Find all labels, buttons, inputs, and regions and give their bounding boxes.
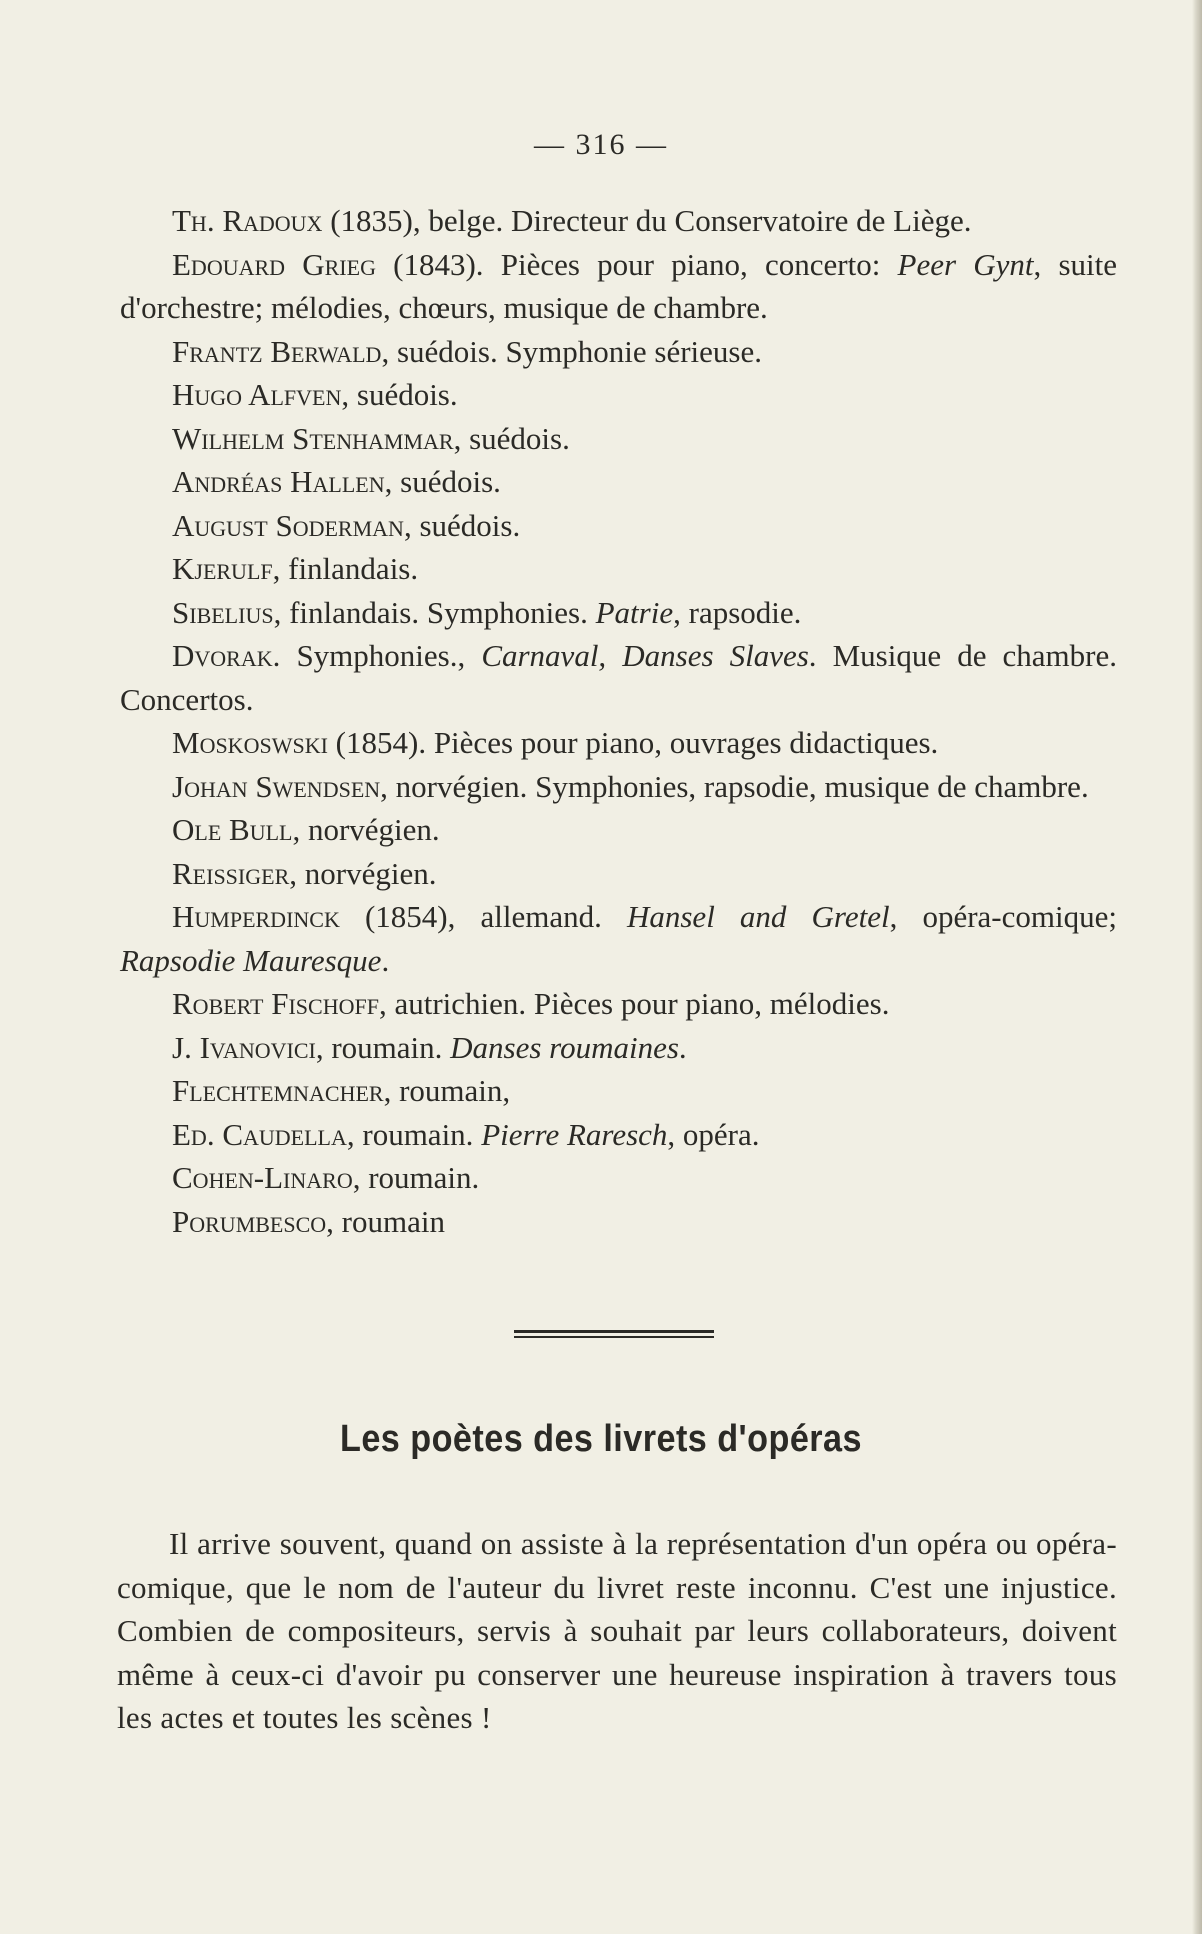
composer-entry [120, 243, 1117, 330]
entry-text: , suédois. [384, 464, 501, 499]
composer-entry [120, 1200, 1117, 1244]
composer-name: Ed. Caudella [172, 1116, 347, 1152]
composer-name: Hugo Alfven [172, 377, 342, 412]
entry-text: , rapsodie. [673, 594, 802, 630]
entry-text: , norvégien. Symphonies, rapsodie, musique de chambre. [380, 768, 1089, 804]
entry-text: , roumain. [315, 1029, 451, 1065]
entry-text: , suédois. [453, 420, 570, 456]
entry-text: , roumain, [383, 1073, 511, 1108]
entry-text: , roumain [326, 1203, 445, 1239]
composer-name: Humperdinck [172, 899, 340, 934]
composer-entry [120, 982, 1117, 1026]
composer-entry [120, 547, 1117, 591]
work-title: Hansel and Gretel [626, 899, 890, 934]
composer-name: Johan Swendsen [172, 768, 381, 804]
composer-entry [120, 634, 1117, 721]
composer-entry [120, 808, 1117, 852]
composer-name: J. Ivanovici [172, 1029, 316, 1065]
composer-name: Flechtemnacher [172, 1073, 384, 1108]
section-heading: Les poètes des livrets d'opéras [340, 1418, 863, 1460]
work-title: Danses roumaines [450, 1029, 679, 1065]
composer-name: Dvorak [172, 638, 273, 673]
composer-name: Kjerulf [172, 551, 273, 586]
composer-list [120, 199, 1117, 1243]
entry-text: (1854), allemand. [339, 899, 627, 934]
entry-text: (1854). Pièces pour piano, ouvrages didactiques. [327, 725, 939, 760]
page-number: — 316 — [534, 128, 668, 161]
entry-text: . Symphonies., [272, 638, 482, 673]
composer-entry [120, 1156, 1117, 1200]
composer-name: Andréas Hallen [172, 464, 385, 499]
composer-name: August Soderman [172, 507, 404, 543]
composer-name: Frantz Berwald [172, 333, 382, 369]
entry-text: , suite d'orchestre; mélodies, chœurs, musique de chambre. [120, 246, 1117, 325]
composer-entry [120, 460, 1117, 504]
entry-text: , finlandais. [272, 551, 419, 586]
composer-entry [120, 1113, 1117, 1157]
entry-text: , opéra-comique; [889, 899, 1117, 934]
entry-text: (1843). Pièces pour piano, concerto: [375, 246, 898, 282]
composer-entry [120, 199, 1117, 243]
work-title: Carnaval, Danses Slaves [481, 638, 809, 673]
composer-entry [120, 765, 1117, 809]
composer-name: Sibelius [172, 594, 274, 630]
entry-text: (1835), belge. Directeur du Conservatoire de Liège. [322, 203, 972, 238]
entry-text: , suédois. [341, 377, 458, 412]
composer-name: Reissiger [172, 855, 290, 891]
composer-entry [120, 330, 1117, 374]
entry-text: , roumain. [346, 1116, 482, 1152]
composer-name: Porumbesco [172, 1203, 327, 1239]
composer-name: Moskoswski [172, 725, 328, 760]
work-title: Rapsodie Mauresque [120, 942, 382, 978]
section-divider [514, 1330, 714, 1338]
composer-entry [120, 721, 1117, 765]
entry-text: . [678, 1029, 687, 1065]
composer-entry [120, 373, 1117, 417]
composer-name: Robert Fischoff [172, 986, 379, 1021]
composer-name: Edouard Grieg [172, 246, 376, 282]
work-title: Peer Gynt [897, 246, 1034, 282]
composer-entry [120, 895, 1117, 982]
composer-entry [120, 1026, 1117, 1070]
composer-entry [120, 417, 1117, 461]
page-edge [1192, 0, 1202, 1934]
composer-entry [120, 591, 1117, 635]
entry-text: , opéra. [667, 1116, 760, 1152]
composer-entry [120, 1069, 1117, 1113]
entry-text: , autrichien. Pièces pour piano, mélodies. [378, 986, 890, 1021]
entry-text: , norvégien. [289, 855, 437, 891]
entry-text: . Musique de chambre. Concertos. [120, 638, 1117, 717]
composer-entry [120, 504, 1117, 548]
work-title: Pierre Raresch [481, 1116, 668, 1152]
entry-text: . [381, 942, 390, 978]
entry-text: , roumain. [352, 1160, 480, 1195]
entry-text: , finlandais. Symphonies. [273, 594, 596, 630]
composer-name: Ole Bull [172, 812, 293, 847]
composer-name: Wilhelm Stenhammar [172, 420, 454, 456]
entry-text: , suédois. Symphonie sérieuse. [381, 333, 763, 369]
entry-text: , suédois. [403, 507, 521, 543]
body-paragraph: Il arrive souvent, quand on assiste à la représentation d'un opéra ou opéra-comique, que le nom de l'auteur du livret reste inconnu. C'est une injustice. Combien de compositeurs, servis à souhait par leurs collaborateurs, doivent même à ceux-ci d'avoir pu conserver une heureuse inspiration à travers tous les actes et toutes les scènes ! [117, 1526, 1117, 1735]
composer-name: Th. Radoux [172, 203, 323, 238]
composer-entry [120, 852, 1117, 896]
work-title: Patrie [595, 594, 674, 630]
entry-text: , norvégien. [292, 812, 440, 847]
composer-name: Cohen-Linaro [172, 1160, 353, 1195]
